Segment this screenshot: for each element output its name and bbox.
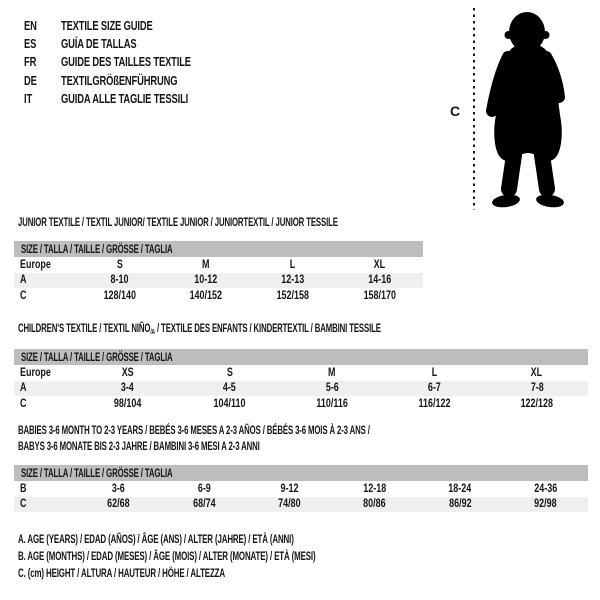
language-label-it: GUIDA ALLE TAGLIE TESSILI [61,91,189,107]
size-table-children [14,349,588,412]
language-code-en: EN [24,17,37,33]
section-title-babies [18,423,559,454]
children-title-subscript: /A [150,327,155,336]
row-label-cell: Europe [20,258,51,271]
baby-leg-left [509,155,514,189]
data-cell: 6-7 [427,382,441,395]
data-cell: 116/122 [418,397,451,410]
data-cell: M [328,366,336,379]
language-row-es [24,34,241,52]
language-code-es: ES [24,36,37,52]
legend-line-b: B. AGE (MONTHS) / EDAD (MESES) / ÂGE (MOIS) / ALTER (MONATE) / ETÀ (MESI) [18,548,316,563]
data-cell: XS [121,366,134,379]
data-cell: 86/92 [448,498,472,511]
table-row-europe [14,365,588,381]
table-row-c [14,497,588,513]
baby-foot-left [491,193,520,209]
data-cell: 3-6 [112,482,126,495]
data-cell: M [202,258,210,271]
data-cell: 9-12 [280,482,299,495]
language-row-it [24,90,241,108]
height-dotted-line [473,8,475,210]
row-label-cell: C [20,498,27,511]
data-cell: L [290,258,296,271]
table-header-children: SIZE / TALLA / TAILLE / GRÖSSE / TAGLIA [14,349,588,365]
table-row-europe [14,257,423,273]
data-cell: 14-16 [368,274,392,287]
legend-line-a: A. AGE (YEARS) / EDAD (AÑOS) / ÂGE (ANS) / ALTER (JAHRE) / ETÀ (ANNI) [18,531,294,546]
language-code-fr: FR [24,54,37,70]
table-row-a [14,381,588,397]
data-cell: 7-8 [530,382,544,395]
section-title-children [18,321,576,338]
legend-notes [18,530,469,581]
data-cell: 4-5 [223,382,237,395]
data-cell: 12-13 [281,274,305,287]
table-row-b [14,481,588,497]
data-cell: 6-9 [197,482,211,495]
language-row-de [24,71,241,89]
table-header-babies: SIZE / TALLA / TAILLE / GRÖSSE / TAGLIA [14,465,588,481]
data-cell: 152/158 [276,289,310,302]
row-label-cell: B [20,482,27,495]
data-cell: 24-36 [533,482,557,495]
row-label-cell: A [20,274,27,287]
section-title-junior: JUNIOR TEXTILE / TEXTIL JUNIOR/ TEXTILE JUNIOR / JUNIORTEXTIL / JUNIOR TESSILE [18,215,338,229]
language-row-fr [24,53,241,71]
table-row-c [14,288,423,304]
size-table-junior [14,241,423,304]
row-label-cell: Europe [20,366,51,379]
language-code-de: DE [24,72,37,88]
data-cell: 74/80 [278,498,301,511]
data-cell: S [116,258,123,271]
data-cell: 5-6 [325,382,339,395]
row-label-cell: C [20,289,27,302]
data-cell: 110/116 [316,397,348,410]
data-cell: L [431,366,438,379]
language-label-fr: GUIDE DES TAILLES TEXTILE [61,54,191,70]
data-cell: 128/140 [103,289,136,302]
babies-title-line2: BABYS 3-6 MONATE BIS 2-3 JAHRE / BAMBINI 3-6 MESI A 2-3 ANNI [18,438,260,453]
data-cell: 68/74 [192,498,216,511]
data-cell: 12-18 [363,482,387,495]
data-cell: 18-24 [448,482,472,495]
language-code-it: IT [24,91,33,107]
language-label-es: GUÍA DE TALLAS [61,36,137,52]
children-title-suffix: / TEXTILE DES ENFANTS / KINDERTEXTIL / BAMBINI TESSILE [154,321,381,335]
data-cell: XL [531,366,543,379]
data-cell: 98/104 [113,397,141,410]
baby-ear-left [505,31,513,39]
row-label-cell: A [20,382,27,395]
baby-ear-right [542,31,550,39]
row-label-cell: C [20,397,27,410]
data-cell: 158/170 [363,289,396,302]
data-cell: 140/152 [189,289,223,302]
data-cell: 104/110 [213,397,246,410]
table-header-junior: SIZE / TALLA / TAILLE / GRÖSSE / TAGLIA [14,241,423,257]
table-row-a [14,273,423,289]
table-row-c [14,396,588,412]
data-cell: 3-4 [120,382,134,395]
data-cell: 8-10 [110,274,129,287]
data-cell: 62/68 [107,498,130,511]
baby-foot-right [535,193,564,209]
data-cell: 122/128 [520,397,554,410]
language-title-block [24,16,241,108]
data-cell: 10-12 [194,274,218,287]
height-measure-label: C [450,103,461,119]
baby-silhouette-image [483,5,573,211]
data-cell: XL [373,258,386,271]
data-cell: S [226,366,233,379]
language-label-en: TEXTILE SIZE GUIDE [61,17,153,33]
language-label-de: TEXTILGRÖßENFÜHRUNG [61,72,178,88]
size-table-babies [14,465,588,512]
legend-line-c: C. (cm) HEIGHT / ALTURA / HAUTEUR / HÖHE / ALTEZZA [18,565,225,580]
children-title-prefix: CHILDREN'S TEXTILE / TEXTIL NIÑO [18,321,151,335]
data-cell: 80/86 [363,498,386,511]
language-row-en [24,16,241,34]
babies-title-line1: BABIES 3-6 MONTH TO 2-3 YEARS / BEBÉS 3-6 MESES A 2-3 AÑOS / BÉBÉS 3-6 MOIS À 2-3 ANS / [18,423,370,437]
data-cell: 92/98 [534,498,557,511]
baby-leg-right [542,155,547,189]
